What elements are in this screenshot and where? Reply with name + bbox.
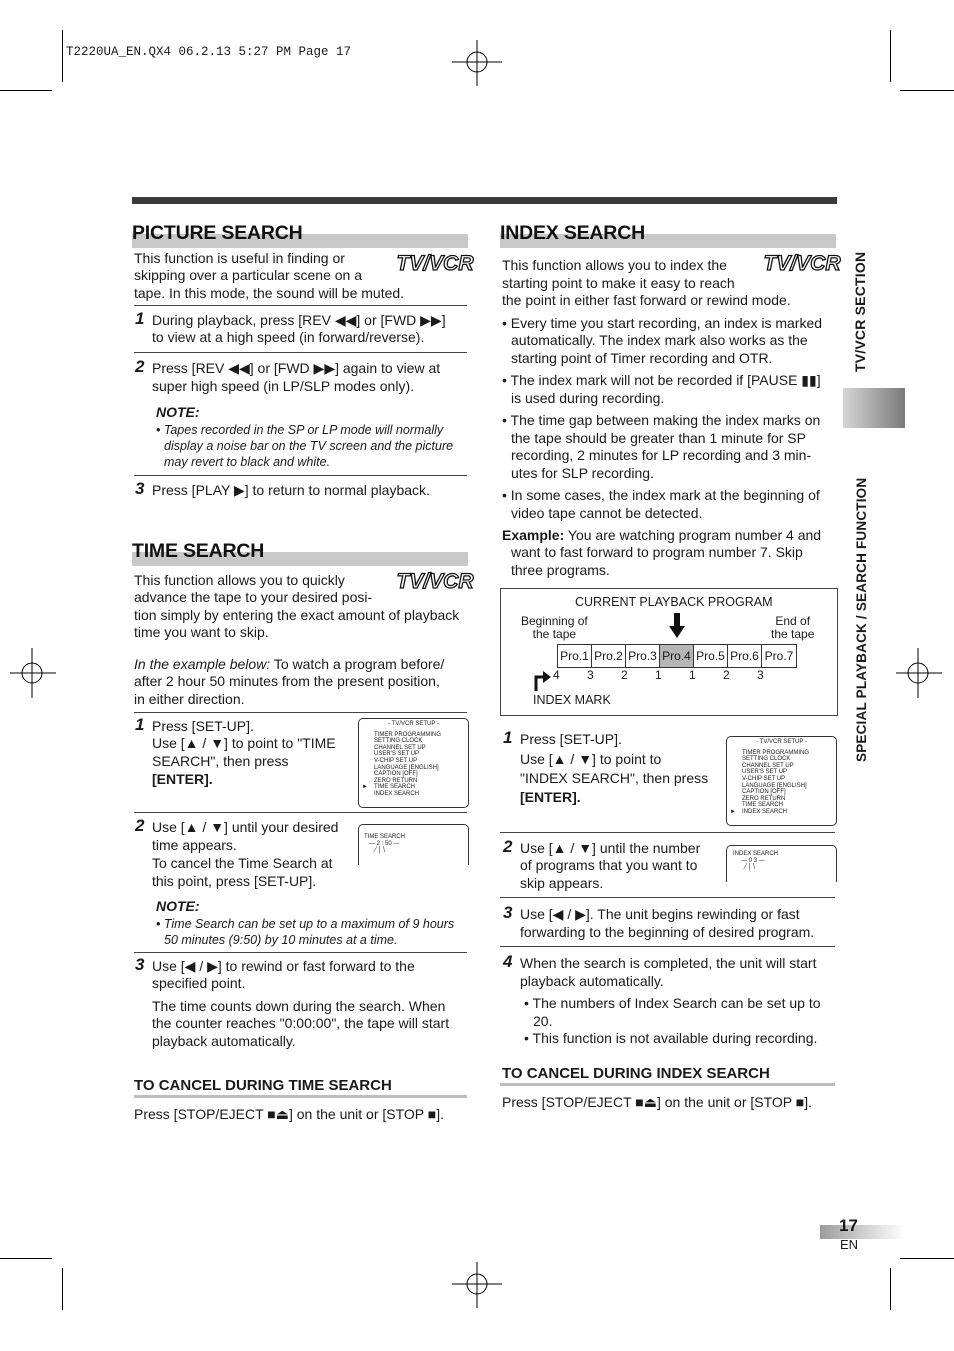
- crop-mark: [900, 90, 954, 91]
- index-bullet-3-2: the tape should be greater than 1 minute for SP: [511, 430, 806, 446]
- program-cell: Pro.6: [728, 645, 762, 667]
- index-example-line2: want to fast forward to program number 7. Skip: [511, 544, 803, 560]
- osd-item: ZERO RETURN: [374, 777, 418, 784]
- tape-diagram: [500, 588, 838, 716]
- picture-step1-line2: to view at a high speed (in forward/reverse).: [152, 329, 425, 345]
- index-step1-line4: [ENTER].: [520, 789, 581, 805]
- index-bullet-3-3: recording, 2 minutes for LP recording and 3 min-: [511, 447, 812, 463]
- time-step3b-line1: The time counts down during the search. When: [152, 998, 446, 1014]
- picture-intro-1: This function is useful in finding or: [134, 250, 345, 266]
- time-step1-line4: [ENTER].: [152, 771, 213, 787]
- example-text: To watch a program before/: [270, 656, 445, 672]
- time-step3-line2: specified point.: [152, 975, 246, 991]
- time-search-title: TIME SEARCH: [132, 540, 265, 562]
- program-cell: Pro.7: [762, 645, 797, 667]
- step-number: 2: [135, 816, 145, 835]
- cursor-icon: ►: [730, 808, 736, 815]
- picture-step2-line1: Press [REV ◀◀] or [FWD ▶▶] again to view at: [152, 360, 441, 376]
- osd-title: - TV/VCR SETUP -: [756, 739, 807, 745]
- time-intro-4: time you want to skip.: [134, 624, 269, 640]
- tv-vcr-badge-text: TV/VCR: [763, 252, 841, 275]
- osd-item: V-CHIP SET UP: [374, 757, 418, 764]
- subhead-rule: [500, 1083, 835, 1086]
- osd-title: INDEX SEARCH: [733, 851, 779, 857]
- time-step2-line1: Use [▲ / ▼] until your desired: [152, 819, 339, 835]
- page-number: 17: [839, 1216, 858, 1235]
- tv-vcr-badge: [396, 568, 474, 593]
- setup-menu-screen: [726, 736, 837, 826]
- crop-mark: [900, 1258, 954, 1259]
- index-count: 2: [621, 668, 628, 682]
- index-bullet-1-2: automatically. The index mark also works as the: [511, 332, 808, 348]
- osd-title: TIME SEARCH: [364, 834, 406, 840]
- time-step2-line2: time appears.: [152, 837, 237, 853]
- time-intro-1: This function allows you to quickly: [134, 572, 345, 588]
- program-cell: Pro.1: [558, 645, 592, 667]
- index-step4b-line3: • This function is not available during recording.: [524, 1030, 818, 1046]
- osd-item: CAPTION [OFF]: [374, 771, 418, 778]
- osd-item: ZERO RETURN: [742, 795, 786, 802]
- osd-item: LANGUAGE [ENGLISH]: [374, 764, 439, 771]
- picture-step1-line1: During playback, press [REV ◀◀] or [FWD ▶▶]: [152, 312, 446, 328]
- index-step2-line3: skip appears.: [520, 875, 604, 891]
- index-step4b-line2: 20.: [533, 1013, 553, 1029]
- osd-item: CAPTION [OFF]: [742, 789, 786, 796]
- example-label: In the example below:: [134, 656, 271, 672]
- osd-item-label: TIME SEARCH: [374, 784, 416, 791]
- osd-item: USER'S SET UP: [374, 751, 420, 758]
- divider: [134, 812, 467, 813]
- index-bullet-2-2: is used during recording.: [511, 390, 665, 406]
- osd-item-selected: [362, 784, 468, 791]
- setup-menu-screen: [358, 718, 469, 808]
- tv-vcr-badge: [763, 250, 841, 275]
- crop-mark: [0, 1258, 52, 1259]
- step-number: 3: [135, 479, 145, 498]
- divider: [500, 946, 835, 947]
- time-step3b-line3: playback automatically.: [152, 1033, 296, 1049]
- osd-item: CHANNEL SET UP: [374, 744, 426, 751]
- step-number: 3: [503, 903, 513, 922]
- index-example-line1: [502, 527, 821, 545]
- time-step1-line1: Press [SET-UP].: [152, 718, 254, 734]
- tape-strip: [557, 644, 797, 668]
- example-label: Example:: [502, 527, 565, 543]
- step-number: 1: [503, 728, 513, 747]
- divider: [134, 952, 467, 953]
- step-number: 1: [135, 309, 145, 328]
- subhead-rule: [134, 1095, 467, 1098]
- page-tab: [820, 1225, 905, 1239]
- picture-note-3: may revert to black and white.: [164, 455, 331, 469]
- index-step3-line2: forwarding to the beginning of desired program.: [520, 924, 815, 940]
- crop-mark: [890, 1268, 891, 1310]
- index-count: 3: [757, 668, 764, 682]
- tv-vcr-badge: [396, 250, 474, 275]
- osd-item: LANGUAGE [ENGLISH]: [742, 782, 807, 789]
- index-search-screen: [726, 845, 837, 882]
- time-example-line2: after 2 hour 50 minutes from the present position,: [134, 673, 440, 689]
- time-note-2: 50 minutes (9:50) by 10 minutes at a time.: [164, 933, 398, 947]
- osd-item: SETTING CLOCK: [374, 738, 423, 745]
- osd-item-selected: [730, 808, 836, 816]
- beginning-label-2: the tape: [532, 627, 577, 641]
- divider: [500, 897, 835, 898]
- index-count: 1: [655, 668, 662, 682]
- time-intro-2: advance the tape to your desired posi-: [134, 589, 373, 605]
- picture-note-2: display a noise bar on the TV screen and the picture: [164, 439, 454, 453]
- time-step3b-line2: the counter reaches "0:00:00", the tape will start: [152, 1015, 450, 1031]
- picture-intro-3: tape. In this mode, the sound will be muted.: [134, 285, 405, 301]
- time-intro-3: tion simply by entering the exact amount of playback: [134, 607, 460, 623]
- index-step4-line2: playback automatically.: [520, 973, 664, 989]
- picture-intro-2: skipping over a particular scene on a: [134, 267, 363, 283]
- time-note-1: • Time Search can be set up to a maximum of 9 hours: [156, 917, 455, 931]
- top-rule: [132, 197, 837, 204]
- tv-vcr-badge-text: TV/VCR: [396, 570, 474, 593]
- time-step1-line2: Use [▲ / ▼] to point to "TIME: [152, 735, 336, 751]
- index-bullet-2-1: • The index mark will not be recorded if [PAUSE ▮▮]: [502, 372, 821, 388]
- language-code: EN: [840, 1237, 859, 1252]
- end-label-2: the tape: [771, 627, 815, 641]
- index-intro-1: This function allows you to index the: [502, 257, 727, 273]
- program-cell: Pro.2: [592, 645, 626, 667]
- index-count: 4: [553, 668, 560, 682]
- current-program-label: CURRENT PLAYBACK PROGRAM: [575, 595, 773, 609]
- index-step4-line1: When the search is completed, the unit will start: [520, 955, 817, 971]
- step-number: 2: [135, 357, 145, 376]
- index-bullet-4-2: video tape cannot be detected.: [511, 505, 703, 521]
- time-step1-line3: SEARCH", then press: [152, 753, 289, 769]
- picture-step3-line1: Press [PLAY ▶] to return to normal playback.: [152, 482, 430, 498]
- index-bullet-3-4: utes for SLP recording.: [511, 465, 654, 481]
- index-count: 2: [723, 668, 730, 682]
- index-cancel-text: Press [STOP/EJECT ■⏏] on the unit or [STOP ■].: [502, 1094, 812, 1110]
- function-side-label: SPECIAL PLAYBACK / SEARCH FUNCTION: [854, 477, 869, 762]
- registration-mark: [896, 648, 946, 698]
- example-text: You are watching program number 4 and: [564, 527, 822, 543]
- time-example-line1: [134, 656, 444, 674]
- print-slug: T2220UA_EN.QX4 06.2.13 5:27 PM Page 17: [66, 45, 352, 59]
- side-tab: [843, 388, 905, 428]
- index-step1-line2: Use [▲ / ▼] to point to: [520, 751, 662, 767]
- end-label: [771, 615, 814, 641]
- program-cell: Pro.5: [694, 645, 728, 667]
- index-intro-3: the point in either fast forward or rewind mode.: [502, 292, 791, 308]
- osd-item: TIME SEARCH: [742, 802, 784, 809]
- step-number: 2: [503, 837, 513, 856]
- index-step2-line2: of programs that you want to: [520, 857, 698, 873]
- program-cell-current: Pro.4: [660, 645, 694, 667]
- index-bullet-3-1: • The time gap between making the index marks on: [502, 412, 821, 428]
- index-step1-line1: Press [SET-UP].: [520, 731, 622, 747]
- index-search-title: INDEX SEARCH: [500, 222, 645, 244]
- index-step1-line3: "INDEX SEARCH", then press: [520, 770, 709, 786]
- down-arrow-icon: [669, 613, 685, 639]
- time-cancel-text: Press [STOP/EJECT ■⏏] on the unit or [STOP ■].: [134, 1106, 444, 1122]
- divider: [500, 832, 835, 833]
- osd-title: - TV/VCR SETUP -: [388, 721, 439, 727]
- blink-icon: ⁄ | \: [745, 862, 756, 872]
- index-mark-label: INDEX MARK: [533, 693, 611, 707]
- index-count: 3: [587, 668, 594, 682]
- time-search-screen: [358, 824, 469, 865]
- end-label-1: End of: [775, 614, 811, 628]
- step-number: 4: [503, 952, 513, 971]
- program-cell: Pro.3: [626, 645, 660, 667]
- section-side-label: TV/VCR SECTION: [852, 251, 868, 372]
- index-step3-line1: Use [◀ / ▶]. The unit begins rewinding or fast: [520, 906, 800, 922]
- divider: [134, 712, 467, 713]
- osd-item: USER'S SET UP: [742, 769, 788, 776]
- blink-icon: ⁄ | \: [375, 845, 386, 855]
- divider: [134, 305, 467, 306]
- time-step2-line4: this point, press [SET-UP].: [152, 873, 317, 889]
- divider: [134, 475, 467, 476]
- osd-item: INDEX SEARCH: [374, 790, 420, 797]
- index-mark-arrow-icon: [533, 669, 551, 691]
- index-intro-2: starting point to make it easy to reach: [502, 275, 735, 291]
- beginning-label-1: Beginning of: [521, 614, 588, 628]
- index-count: 1: [689, 668, 696, 682]
- index-step4b-line1: • The numbers of Index Search can be set up to: [524, 995, 821, 1011]
- osd-item: TIMER PROGRAMMING: [374, 731, 441, 738]
- time-step3-line1: Use [◀ / ▶] to rewind or fast forward to the: [152, 958, 415, 974]
- osd-value: — 2 : 50 —: [369, 840, 400, 847]
- osd-item: TIMER PROGRAMMING: [742, 749, 809, 756]
- cursor-icon: ►: [362, 784, 368, 791]
- registration-mark: [452, 1262, 502, 1312]
- crop-mark: [62, 1268, 63, 1310]
- crop-mark: [0, 90, 52, 91]
- picture-search-title: PICTURE SEARCH: [132, 222, 303, 244]
- osd-item-label: INDEX SEARCH: [742, 808, 788, 815]
- osd-value: — 0 3 —: [741, 857, 765, 864]
- step-number: 1: [135, 715, 145, 734]
- time-example-line3: in either direction.: [134, 691, 245, 707]
- index-example-line3: three programs.: [511, 562, 610, 578]
- osd-item: CHANNEL SET UP: [742, 762, 794, 769]
- tv-vcr-badge-text: TV/VCR: [396, 252, 474, 275]
- beginning-label: [521, 615, 588, 641]
- picture-step2-line2: super high speed (in LP/SLP modes only).: [152, 378, 415, 394]
- picture-note-1: • Tapes recorded in the SP or LP mode will normally: [156, 423, 444, 437]
- time-cancel-heading: TO CANCEL DURING TIME SEARCH: [134, 1077, 392, 1094]
- index-step2-line1: Use [▲ / ▼] until the number: [520, 840, 701, 856]
- registration-mark: [10, 648, 60, 698]
- osd-item: V-CHIP SET UP: [742, 775, 786, 782]
- osd-item: SETTING CLOCK: [742, 756, 791, 763]
- note-heading: NOTE:: [156, 404, 200, 420]
- divider: [134, 352, 467, 353]
- registration-mark: [452, 40, 502, 90]
- crop-mark: [890, 30, 891, 82]
- time-step2-line3: To cancel the Time Search at: [152, 855, 333, 871]
- index-bullet-4-1: • In some cases, the index mark at the beginning of: [502, 487, 820, 503]
- index-bullet-1-1: • Every time you start recording, an index is marked: [502, 315, 823, 331]
- index-cancel-heading: TO CANCEL DURING INDEX SEARCH: [502, 1065, 770, 1082]
- step-number: 3: [135, 955, 145, 974]
- note-heading: NOTE:: [156, 898, 200, 914]
- index-bullet-1-3: starting point of Timer recording and OTR.: [511, 350, 773, 366]
- crop-mark: [62, 30, 63, 82]
